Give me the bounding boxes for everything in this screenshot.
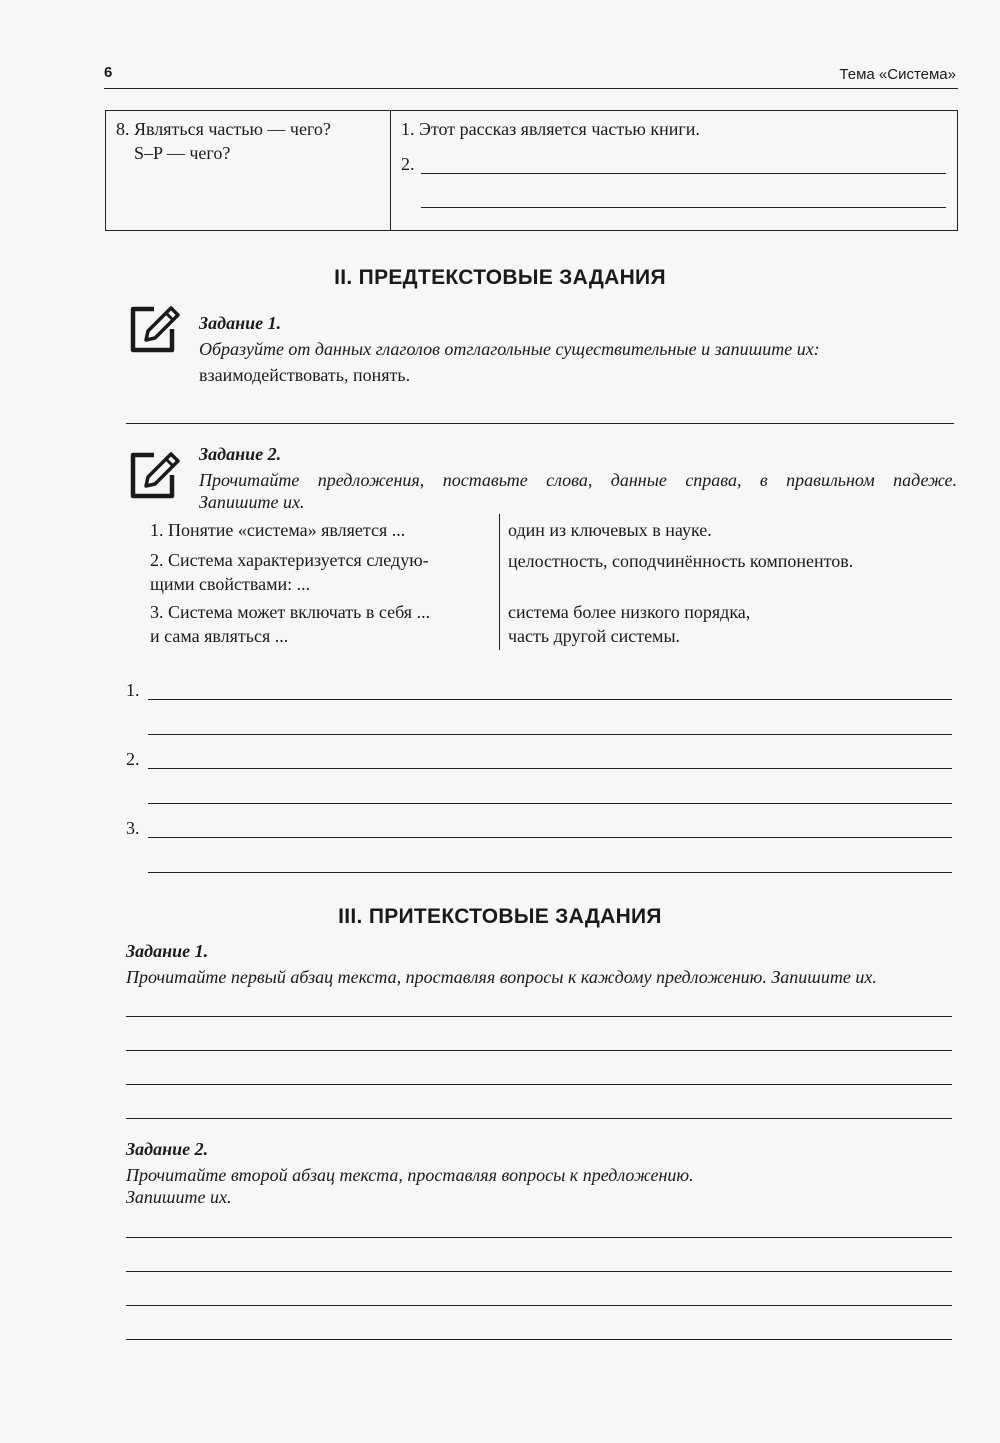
header-rule: [104, 88, 958, 89]
table-right-cell: [391, 111, 957, 230]
answer-line[interactable]: [421, 207, 946, 208]
table-verb-label: 8. Являться частью — чего?: [116, 119, 331, 139]
section-title-in-text: III. ПРИТЕКСТОВЫЕ ЗАДАНИЯ: [338, 905, 662, 928]
verb-table-row-8: [105, 110, 958, 231]
answer-label-3: 3.: [126, 818, 140, 838]
task1-heading: Задание 1.: [199, 313, 282, 333]
answer-label-2: 2.: [126, 749, 140, 769]
word-2: целостность, соподчинённость компонентов.: [508, 551, 854, 571]
section-title-pretext: II. ПРЕДТЕКСТОВЫЕ ЗАДАНИЯ: [334, 266, 666, 289]
answer-line[interactable]: [126, 1305, 952, 1306]
answer-line[interactable]: [126, 1118, 952, 1119]
task2-heading: Задание 2.: [199, 444, 282, 464]
task2-instruction-line2: Запишите их.: [199, 492, 305, 512]
word-1: один из ключевых в науке.: [508, 520, 712, 540]
sentence-1: 1. Понятие «система» является ...: [150, 520, 406, 540]
answer-number-2: 2.: [401, 154, 415, 174]
pencil-write-icon: [126, 300, 182, 356]
answer-line[interactable]: [126, 1237, 952, 1238]
answer-line[interactable]: [148, 872, 952, 873]
s3-task2-heading: Задание 2.: [126, 1139, 209, 1159]
sentence-word-pairs: [150, 514, 940, 650]
column-divider: [499, 514, 500, 650]
task2-instruction-line1: Прочитайте предложения, поставьте слова, данные справа, в правильном падеже.: [199, 470, 957, 490]
answer-line[interactable]: [148, 734, 952, 735]
answer-line[interactable]: [126, 1271, 952, 1272]
example-sentence: 1. Этот рассказ является частью книги.: [401, 119, 700, 139]
s3-task2-instruction-line2: Запишите их.: [126, 1187, 232, 1207]
word-3: система более низкого порядка, часть другой системы.: [508, 602, 751, 646]
s3-task2-instruction-line1: Прочитайте второй абзац текста, проставляя вопросы к предложению.: [126, 1165, 694, 1185]
answer-line[interactable]: [126, 423, 954, 424]
answer-line[interactable]: [148, 699, 952, 700]
answer-line[interactable]: [148, 768, 952, 769]
answer-line[interactable]: [148, 837, 952, 838]
answer-line[interactable]: [126, 1339, 952, 1340]
answer-line[interactable]: [126, 1016, 952, 1017]
answer-label-1: 1.: [126, 680, 140, 700]
s3-task1-instruction: Прочитайте первый абзац текста, проставляя вопросы к каждому предложению. Запишите их.: [126, 967, 877, 987]
answer-line[interactable]: [126, 1084, 952, 1085]
sentence-3: 3. Система может включать в себя ... и сама являться ...: [150, 602, 431, 646]
sentence-2: 2. Система характеризуется следую- щими свойствами: ...: [150, 550, 429, 594]
table-left-cell: [106, 111, 391, 230]
running-header-topic: Тема «Система»: [839, 66, 956, 83]
task1-instruction: Образуйте от данных глаголов отглагольные существительные и запишите их:: [199, 339, 820, 359]
task1-words: взаимодействовать, понять.: [199, 365, 411, 385]
answer-line[interactable]: [421, 173, 946, 174]
pencil-write-icon: [126, 446, 182, 502]
page-number: 6: [104, 64, 113, 81]
s3-task1-heading: Задание 1.: [126, 941, 209, 961]
answer-line[interactable]: [126, 1050, 952, 1051]
answer-line[interactable]: [148, 803, 952, 804]
table-scheme-label: S–P — чего?: [134, 143, 231, 163]
